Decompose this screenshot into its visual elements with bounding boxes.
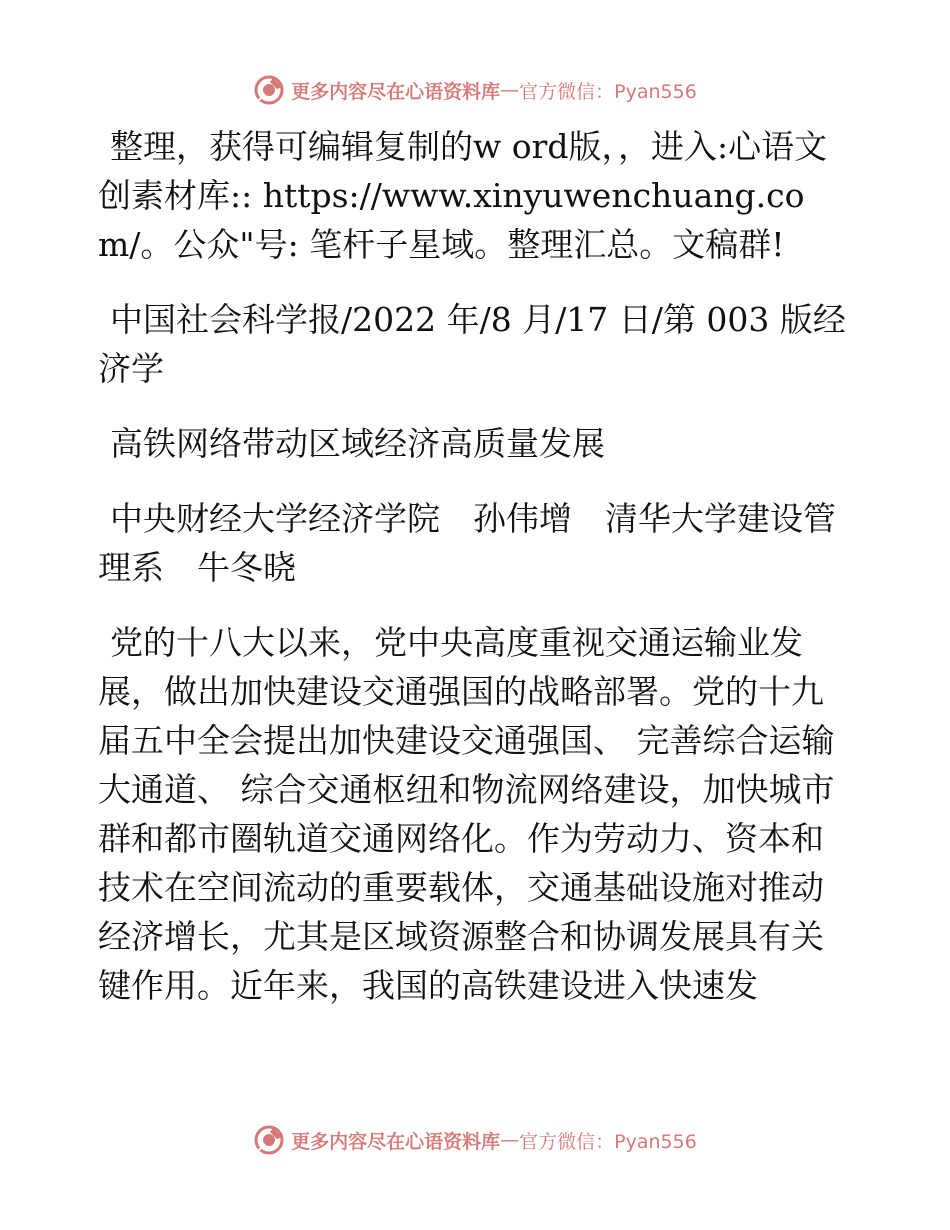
footer-watermark-banner [0, 1120, 950, 1160]
document-body [98, 122, 850, 1036]
article-title: 高铁网络带动区域经济高质量发展 [110, 424, 605, 463]
footer-banner-text: 更多内容尽在心语资料库 [291, 1130, 501, 1153]
brand-logo-icon [253, 74, 285, 106]
source-line: 中国社会科学报/2022 年/8 月/17 日/第 003 版经济学 [98, 300, 846, 388]
footer-banner-separator: — [500, 1129, 520, 1151]
header-banner-wechat: 官方微信：Pyan556 [519, 80, 697, 103]
header-banner-text: 更多内容尽在心语资料库 [291, 80, 501, 103]
footer-banner-wechat: 官方微信：Pyan556 [519, 1130, 697, 1153]
header-watermark-banner [0, 70, 950, 110]
body-paragraph: 党的十八大以来，党中央高度重视交通运输业发展，做出加快建设交通强国的战略部署。党的十九届五中全会提出加快建设交通强国、 完善综合运输大通道、 综合交通枢纽和物流网络建设，加快城市群和都市圈轨道交通网络化。作为劳动力、资本和技术在空间流动的重要载体，交通基础设施对推动经济增长，尤其是区域资源整合和协调发展具有关键作用。近年来，我国的高铁建设进入快速发 [98, 623, 835, 1005]
brand-logo-icon [253, 1124, 285, 1156]
header-banner-separator: — [500, 79, 520, 101]
authors-line: 中央财经大学经济学院 孙伟增 清华大学建设管理系 牛冬晓 [98, 499, 836, 587]
intro-paragraph: 整理，获得可编辑复制的w ord版，，进入:心语文创素材库:: https://www.xinyuwenchuang.com/。公众"号: 笔杆子星域。整理汇总。文稿群! [98, 127, 828, 264]
